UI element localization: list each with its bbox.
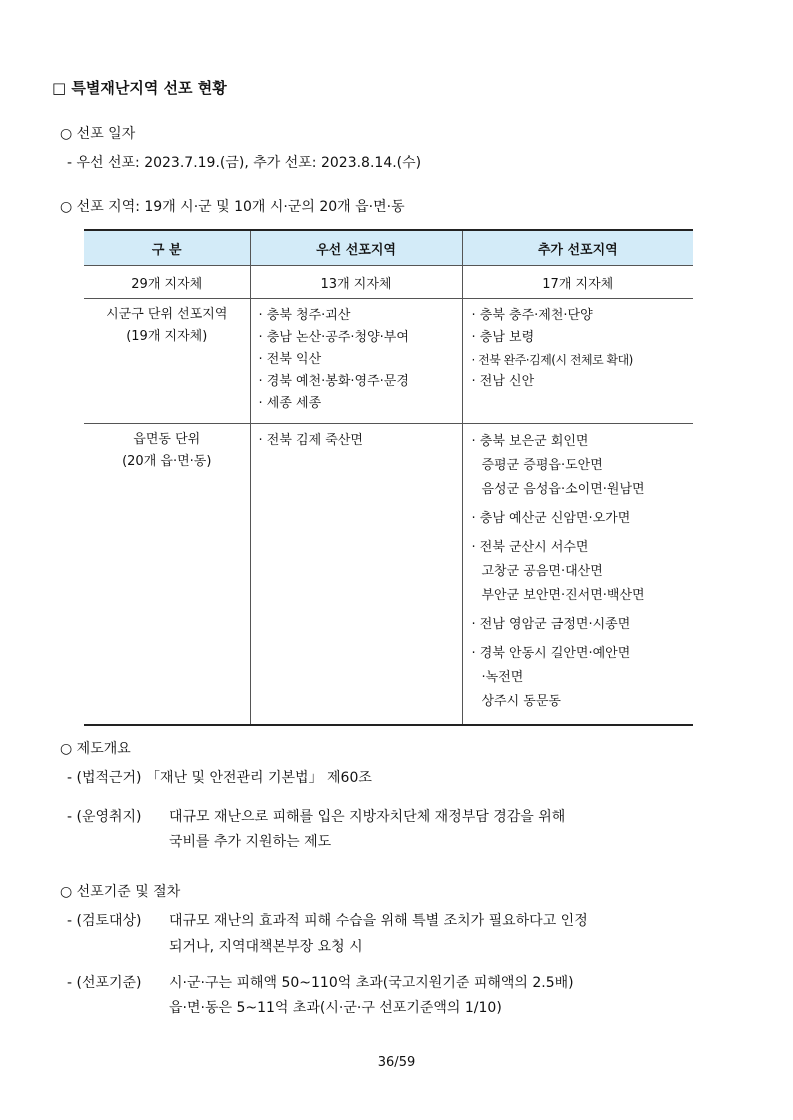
criteria-title: ○ 선포기준 및 절차 — [60, 884, 181, 900]
group-line: · 경북 안동시 길안면·예안면 — [471, 646, 631, 661]
standard-label: - (선포기준) — [67, 975, 142, 991]
standard-text-continued: 읍·면·동은 5~11억 초과(시·군·구 선포기준액의 1/10) — [169, 1000, 502, 1016]
row2-category-line: 읍면동 단위 — [133, 432, 201, 447]
review-line — [67, 910, 588, 930]
group-line: 부안군 보안면·진서면·백산면 — [481, 588, 645, 603]
count-total: 29개 지자체 — [84, 266, 250, 299]
review-label: - (검토대상) — [67, 913, 142, 929]
date-title: ○ 선포 일자 — [60, 126, 136, 142]
date-line: - 우선 선포: 2023.7.19.(금), 추가 선포: 2023.8.14.(수) — [67, 155, 422, 171]
group-line: · 전북 군산시 서수면 — [471, 540, 589, 555]
region-group — [472, 642, 693, 714]
basis-text: 「재난 및 안전관리 기본법」 제60조 — [145, 770, 372, 786]
group-line: 음성군 음성읍·소이면·원남면 — [481, 482, 645, 497]
group-line: · 전남 영암군 금정면·시종면 — [471, 617, 631, 632]
page-number: 36/59 — [377, 1055, 416, 1070]
list-item: · 충북 충주·제천·단양 — [471, 308, 593, 323]
header-category: 구 분 — [84, 230, 250, 266]
row1-priority — [250, 299, 462, 424]
row2-category — [84, 424, 250, 726]
group-line: · 충북 보은군 회인면 — [471, 434, 589, 449]
row1-category-line: 시군구 단위 선포지역 — [106, 307, 228, 322]
list-item: · 충남 보령 — [471, 330, 535, 345]
row1-category — [84, 299, 250, 424]
list-item: · 전북 완주·김제(시 전체로 확대) — [471, 353, 633, 367]
count-priority: 13개 지자체 — [250, 266, 462, 299]
region-group — [472, 613, 693, 637]
region-group — [472, 507, 693, 531]
group-line: 고창군 공음면·대산면 — [481, 564, 603, 579]
group-line: ·녹전면 — [481, 670, 524, 685]
row2-priority — [250, 424, 462, 726]
basis-line — [67, 767, 372, 787]
header-additional: 추가 선포지역 — [462, 230, 693, 266]
group-line: 상주시 동문동 — [481, 694, 561, 709]
region-title: ○ 선포 지역: 19개 시·군 및 10개 시·군의 20개 읍·면·동 — [60, 199, 405, 215]
designation-table — [84, 229, 693, 726]
purpose-label: - (운영취지) — [67, 809, 142, 825]
review-text-continued: 되거나, 지역대책본부장 요청 시 — [169, 939, 363, 955]
system-title: ○ 제도개요 — [60, 741, 131, 757]
region-group — [472, 536, 693, 608]
list-item: · 충남 논산·공주·청양·부여 — [258, 330, 409, 345]
section-heading: □ 특별재난지역 선포 현황 — [52, 79, 227, 97]
row2-additional — [462, 424, 693, 726]
list-item: · 전남 신안 — [471, 374, 535, 389]
row1-additional — [462, 299, 693, 424]
standard-line — [67, 972, 574, 992]
basis-label: - (법적근거) — [67, 770, 142, 786]
region-group — [472, 430, 693, 502]
purpose-text-continued: 국비를 추가 지원하는 제도 — [169, 834, 332, 850]
header-priority: 우선 선포지역 — [250, 230, 462, 266]
list-item: · 세종 세종 — [258, 396, 322, 411]
standard-text: 시·군·구는 피해액 50~110억 초과(국고지원기준 피해액의 2.5배) — [169, 975, 574, 991]
list-item: · 전북 익산 — [258, 352, 322, 367]
group-line: 증평군 증평읍·도안면 — [481, 458, 603, 473]
purpose-line — [67, 806, 565, 826]
list-item: · 전북 김제 죽산면 — [258, 433, 363, 448]
list-item: · 경북 예천·봉화·영주·문경 — [258, 374, 409, 389]
review-text: 대규모 재난의 효과적 피해 수습을 위해 특별 조치가 필요하다고 인정 — [169, 913, 588, 929]
group-line: · 충남 예산군 신암면·오가면 — [471, 511, 631, 526]
purpose-text: 대규모 재난으로 피해를 입은 지방자치단체 재정부담 경감을 위해 — [169, 809, 566, 825]
count-additional: 17개 지자체 — [462, 266, 693, 299]
row2-category-line: (20개 읍·면·동) — [122, 454, 212, 469]
row1-category-line: (19개 지자체) — [126, 329, 208, 344]
list-item: · 충북 청주·괴산 — [258, 308, 351, 323]
